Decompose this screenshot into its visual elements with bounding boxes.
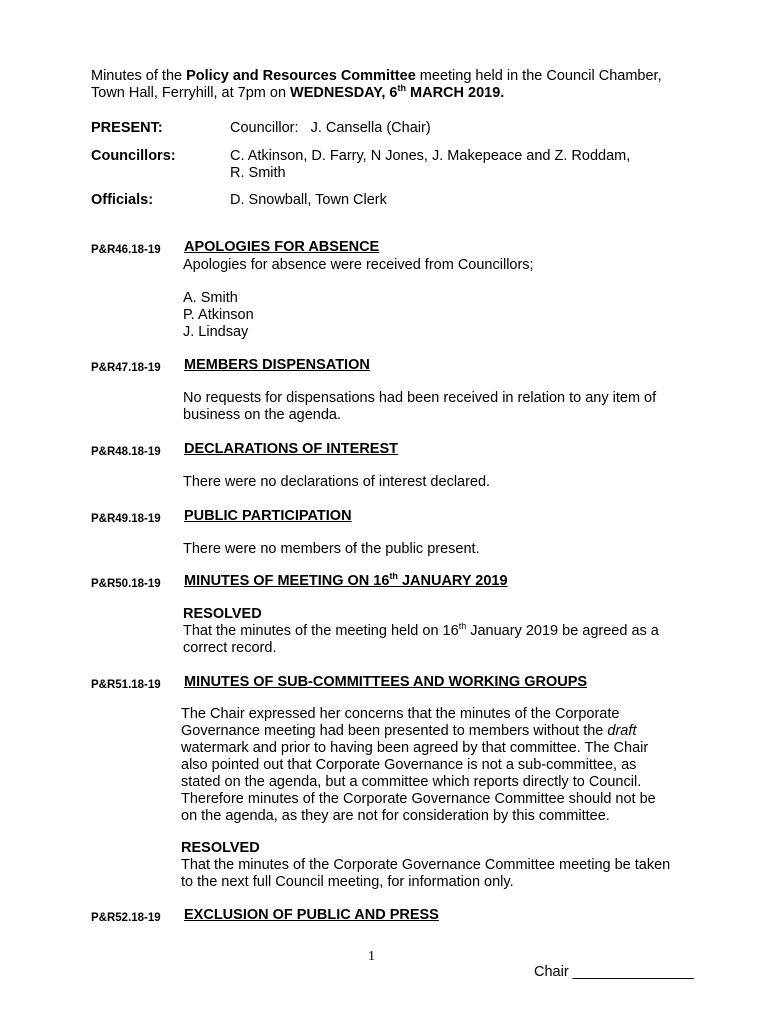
intro-line-1: [91, 68, 731, 85]
item-code: P&R46.18-19: [91, 244, 161, 256]
item-heading: MINUTES OF SUB-COMMITTEES AND WORKING GROUPS: [184, 674, 588, 690]
intro-line-2: [91, 85, 731, 102]
page-number: 1: [368, 949, 375, 964]
item-code: P&R48.18-19: [91, 446, 161, 458]
resolved-label: RESOLVED: [181, 840, 260, 856]
resolved-label: RESOLVED: [183, 606, 262, 622]
item-heading: EXCLUSION OF PUBLIC AND PRESS: [184, 907, 439, 923]
item-heading: MINUTES OF MEETING ON 16th JANUARY 2019: [184, 571, 508, 589]
committee-name: Policy and Resources Committee: [186, 68, 416, 84]
item-body: The Chair expressed her concerns that the minutes of the Corporate Governance meeting had been presented to members without the draft watermark and prior to having been agreed by that committee. The Chair also pointed out that Corporate Governance is not a sub-committee, as stated on the agenda, but a committee which reports directly to Council. Therefore minutes of the Corporate Governance Committee should not be on the agenda, as they are not for consideration by this committee.: [181, 706, 656, 824]
intro-paragraph: [91, 68, 731, 102]
officials-label: Officials:: [91, 192, 154, 208]
chair-signature-line: Chair _______________: [534, 964, 694, 980]
intro-text: meeting held in the Council Chamber,: [415, 68, 662, 84]
item-heading: PUBLIC PARTICIPATION: [184, 508, 352, 524]
list-item: A. Smith: [183, 290, 238, 306]
item-code: P&R49.18-19: [91, 513, 161, 525]
intro-text: Town Hall, Ferryhill, at 7pm on: [91, 85, 291, 101]
list-item: P. Atkinson: [183, 307, 254, 323]
meeting-date: WEDNESDAY, 6th MARCH 2019.: [290, 83, 505, 101]
item-code: P&R52.18-19: [91, 912, 161, 924]
item-heading: MEMBERS DISPENSATION: [184, 357, 370, 373]
absent-names-list: [183, 290, 723, 341]
item-code: P&R51.18-19: [91, 679, 161, 691]
councillors-value: C. Atkinson, D. Farry, N Jones, J. Makepeace and Z. Roddam, R. Smith: [230, 148, 631, 181]
item-body: Apologies for absence were received from Councillors;: [183, 257, 534, 273]
list-item: J. Lindsay: [183, 324, 249, 340]
item-body: There were no declarations of interest declared.: [183, 474, 491, 490]
councillors-label: Councillors:: [91, 148, 176, 164]
intro-text: Minutes of the: [91, 68, 187, 84]
item-resolution: RESOLVED That the minutes of the meeting held on 16th January 2019 be agreed as a correct record.: [183, 606, 723, 657]
present-label: PRESENT:: [91, 120, 163, 136]
present-value: Councillor: J. Cansella (Chair): [230, 120, 431, 136]
item-resolution: RESOLVED That the minutes of the Corporate Governance Committee meeting be taken to the next full Council meeting, for information only.: [181, 840, 741, 891]
item-body: There were no members of the public present.: [183, 541, 480, 557]
item-code: P&R50.18-19: [91, 578, 161, 590]
item-body: No requests for dispensations had been received in relation to any item of business on the agenda.: [183, 390, 657, 423]
item-heading: DECLARATIONS OF INTEREST: [184, 441, 399, 457]
officials-value: D. Snowball, Town Clerk: [230, 192, 387, 208]
item-code: P&R47.18-19: [91, 362, 161, 374]
item-heading: APOLOGIES FOR ABSENCE: [184, 239, 380, 255]
